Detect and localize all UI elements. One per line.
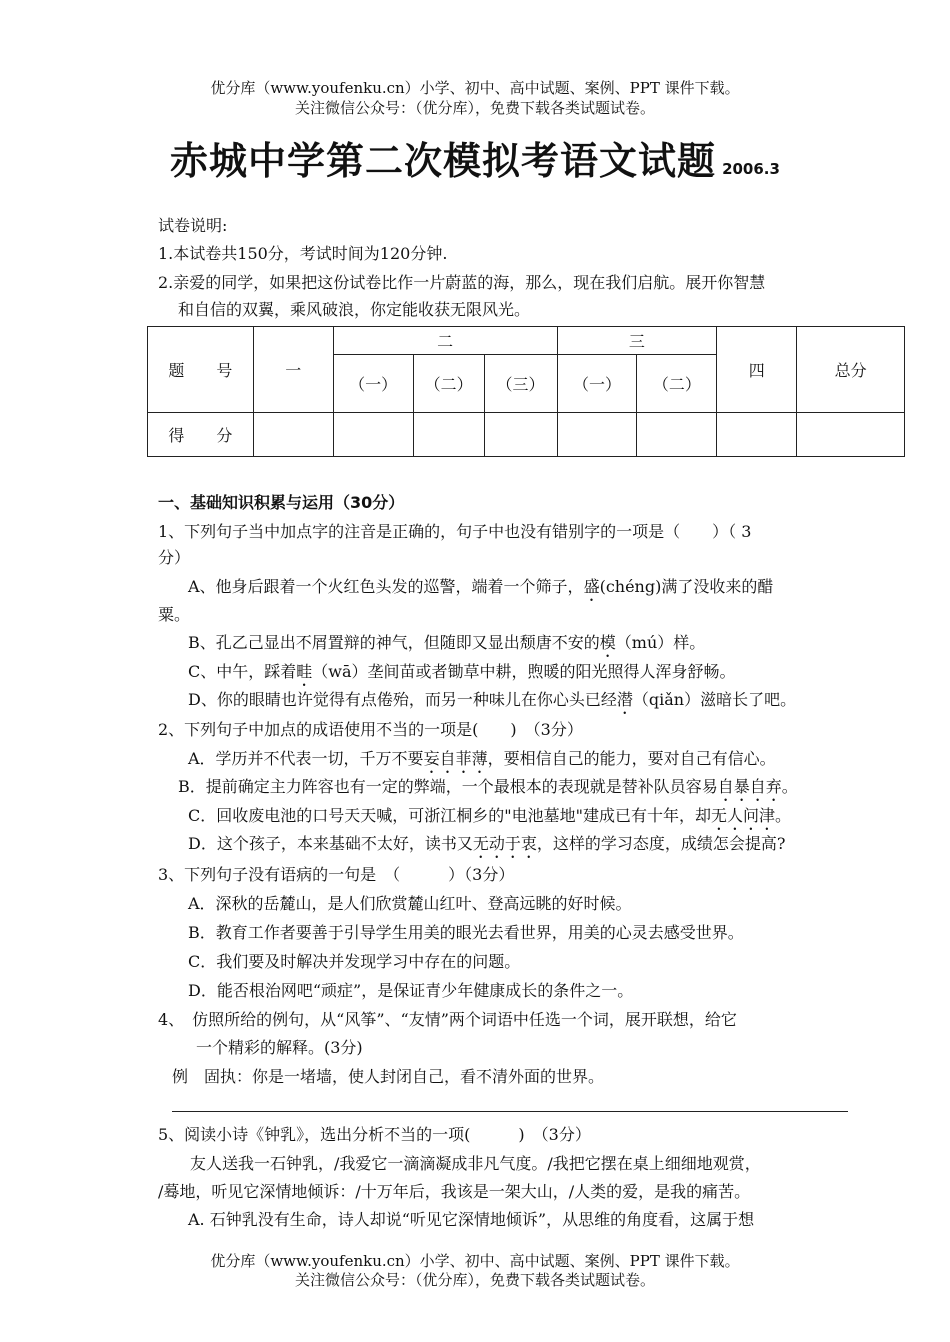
- q4-stem-b: 一个精彩的解释。(3分): [196, 1038, 363, 1057]
- q3-option-a: A．深秋的岳麓山，是人们欣赏麓山红叶、登高远眺的好时候。: [188, 894, 632, 913]
- q5-stem: 5、阅读小诗《钟乳》，选出分析不当的一项( ) （3分）: [158, 1125, 591, 1144]
- q1-b-pre: B、孔乙己显出不屑置辩的神气，但随即又显出颓唐不安的: [188, 633, 600, 652]
- q1-option-a-cont: 粟。: [158, 605, 191, 624]
- sub-two-3: （三）: [484, 355, 557, 413]
- q5-poem-a: 友人送我一石钟乳，/我爱它一滴滴凝成非凡气度。/我把它摆在桌上细细地观赏，: [158, 1154, 761, 1173]
- q1-c-pre: C、中午，踩着: [188, 662, 297, 681]
- q2-b-post: 。: [781, 777, 798, 796]
- q2-b-pre: B．提前确定主力阵容也有一定的弊端，一个最根本的表现就是替补队员容易: [178, 777, 718, 796]
- page-title: [0, 130, 950, 185]
- q2-option-a: [188, 748, 776, 777]
- q3-option-d: D．能否根治网吧“顽症”，是保证青少年健康成长的条件之一。: [188, 981, 634, 1000]
- q3-stem: 3、下列句子没有语病的一句是 （ ）（3分）: [158, 865, 515, 884]
- q2-a-dotted: 妄自菲薄: [423, 749, 488, 768]
- q2-c-pre: C．回收废电池的口号天天喊，可浙江桐乡的"电池墓地"建成已有十年，却: [188, 806, 711, 825]
- score-cell[interactable]: [253, 413, 333, 457]
- intro-item-1: 1.本试卷共150分，考试时间为120分钟.: [158, 244, 448, 263]
- label-question-number: 题 号: [148, 327, 254, 413]
- q1-c-post: （wā）垄间苗或者锄草中耕，煦暖的阳光照得人浑身舒畅。: [312, 662, 736, 681]
- q2-a-pre: A．学历并不代表一切，千万不要: [188, 749, 424, 768]
- sub-three-2: （二）: [637, 355, 717, 413]
- score-cell[interactable]: [413, 413, 484, 457]
- q1-option-d: [188, 689, 796, 718]
- q1-stem-a: 1、下列句子当中加点字的注音是正确的，句子中也没有错别字的一项是（ ）（ 3: [158, 522, 752, 541]
- sub-three-1: （一）: [557, 355, 637, 413]
- q1-d-dotted: 潜: [616, 690, 633, 709]
- score-cell[interactable]: [484, 413, 557, 457]
- col-one: 一: [253, 327, 333, 413]
- q1-a-dotted: 盛: [583, 577, 600, 596]
- footer-line-1: 优分库（www.youfenku.cn）小学、初中、高中试题、案例、PPT 课件下载。: [210, 1252, 740, 1270]
- score-cell[interactable]: [797, 413, 905, 457]
- title-year: 2006.3: [722, 160, 780, 178]
- q3-option-b: B．教育工作者要善于引导学生用美的眼光去看世界，用美的心灵去感受世界。: [188, 923, 744, 942]
- q2-d-post: ，这样的学习态度，成绩怎会提高?: [536, 834, 786, 853]
- q4-example: 例 固执：你是一堵墙，使人封闭自己，看不清外面的世界。: [172, 1067, 605, 1086]
- title-main: 赤城中学第二次模拟考语文试题: [170, 139, 717, 183]
- q4-answer-line[interactable]: [172, 1111, 848, 1112]
- sub-two-1: （一）: [333, 355, 413, 413]
- score-cell[interactable]: [557, 413, 637, 457]
- q2-option-d: [188, 833, 785, 862]
- q1-option-a: [188, 576, 773, 605]
- score-cell[interactable]: [333, 413, 413, 457]
- q5-option-a: A. 石钟乳没有生命，诗人却说“听见它深情地倾诉”，从思维的角度看，这属于想: [188, 1210, 755, 1229]
- q2-option-c: [188, 805, 791, 834]
- q3-option-c: C．我们要及时解决并发现学习中存在的问题。: [188, 952, 521, 971]
- q1-d-post: （qiǎn）滋暗长了吧。: [632, 690, 797, 709]
- score-table: [147, 326, 905, 457]
- q2-stem: 2、下列句子中加点的成语使用不当的一项是( ) （3分）: [158, 720, 583, 739]
- q5-poem-b: /蓦地，听见它深情地倾诉：/十万年后，我该是一架大山，/人类的爱，是我的痛苦。: [158, 1182, 751, 1201]
- intro-item-2b: 和自信的双翼，乘风破浪，你定能收获无限风光。: [178, 300, 531, 319]
- q1-a-pre: A、他身后跟着一个火红色头发的巡警，端着一个筛子，: [188, 577, 584, 596]
- score-cell[interactable]: [637, 413, 717, 457]
- sub-two-2: （二）: [413, 355, 484, 413]
- footer-line-2: 关注微信公众号：（优分库），免费下载各类试题试卷。: [294, 1271, 655, 1289]
- q1-stem-b: 分）: [158, 548, 191, 567]
- col-two: 二: [333, 327, 557, 355]
- score-cell[interactable]: [717, 413, 797, 457]
- intro-item-2a: 2.亲爱的同学，如果把这份试卷比作一片蔚蓝的海，那么，现在我们启航。展开你智慧: [158, 273, 766, 292]
- q4-stem-a: 4、 仿照所给的例句，从“风筝”、“友情”两个词语中任选一个词，展开联想，给它: [158, 1010, 737, 1029]
- col-four: 四: [717, 327, 797, 413]
- q2-option-b: [178, 776, 798, 805]
- header-line-2: 关注微信公众号：（优分库），免费下载各类试题试卷。: [294, 99, 655, 117]
- q2-b-dotted: 自暴自弃: [717, 777, 782, 796]
- q1-option-c: [188, 661, 736, 690]
- q1-option-b: [188, 632, 705, 661]
- q1-d-pre: D、你的眼睛也许觉得有点倦殆，而另一种味儿在你心头已经: [188, 690, 617, 709]
- q2-c-post: 。: [774, 806, 791, 825]
- q1-b-post: （mú）样。: [615, 633, 706, 652]
- intro-heading: 试卷说明:: [158, 216, 228, 235]
- q1-b-dotted: 模: [599, 633, 616, 652]
- q2-d-dotted: 无动于衷: [472, 834, 537, 853]
- q1-a-post: (chéng)满了没收来的醋: [599, 577, 774, 596]
- col-three: 三: [557, 327, 717, 355]
- q2-d-pre: D．这个孩子，本来基础不太好，读书又: [188, 834, 473, 853]
- q2-c-dotted: 无人问津: [710, 806, 775, 825]
- label-score: 得 分: [148, 413, 254, 457]
- q1-c-dotted: 畦: [296, 662, 313, 681]
- header-line-1: 优分库（www.youfenku.cn）小学、初中、高中试题、案例、PPT 课件下载。: [210, 79, 740, 97]
- q2-a-post: ，要相信自己的能力，要对自己有信心。: [487, 749, 776, 768]
- section-1-heading: 一、基础知识积累与运用（30分）: [158, 493, 405, 512]
- col-total: 总分: [797, 327, 905, 413]
